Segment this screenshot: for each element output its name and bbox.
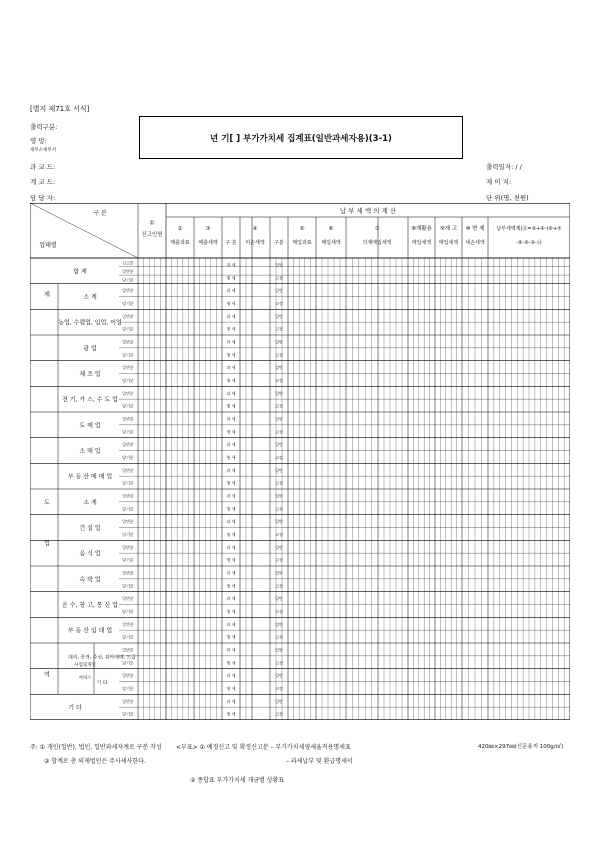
gubun2-cell: 일반: [275, 390, 283, 396]
sub-col-number: ②: [177, 226, 183, 232]
gubun-cell: 영 세: [226, 506, 236, 512]
footer-attach-3: ② 종합표 부가가치세 개금별 상황표: [190, 777, 285, 784]
last-col-label-1: 납부세액계(⑪=③+④-(⑥+⑦: [496, 226, 562, 232]
sub-col-number: ⑧재활용: [411, 226, 432, 232]
sub-col-number: ③: [205, 226, 211, 232]
sub-row-tag: 당기분: [122, 711, 134, 717]
gubun2-cell: 고정: [275, 275, 283, 281]
gubun2-cell: 고정: [275, 326, 283, 332]
row-label: 소 매 업: [79, 448, 101, 455]
sub-row-tag: 일반분: [122, 570, 134, 576]
row-label: 광 업: [83, 345, 97, 353]
sub-row-tag: 당기분: [122, 583, 134, 589]
sub-row-tag: 일반분: [122, 365, 134, 371]
gubun2-cell: 일반: [275, 621, 283, 627]
sub-col-number: ⑩ 변 제: [465, 226, 485, 232]
gubun2-cell: 일반: [275, 442, 283, 448]
sub-row-tag: 당기분: [122, 429, 134, 435]
gubun2-cell: 일반: [275, 288, 283, 294]
sub-row-tag: 일반분: [122, 596, 134, 602]
title-box: [139, 116, 463, 159]
gubun2-cell: 일반: [275, 365, 283, 371]
gubun-cell: 과 세: [226, 519, 236, 525]
col1-number: ①: [149, 219, 155, 227]
sub-row-tag: 일반분: [122, 313, 134, 319]
jurisdiction-label: 계 코 드:: [30, 178, 56, 186]
sub-row-tag: 신고분: [122, 260, 134, 266]
gubun-cell: 영 세: [226, 608, 236, 614]
gubun2-cell: 고정: [275, 403, 283, 409]
sub-col-label: 구분: [274, 240, 284, 246]
gubun2-cell: 고정: [275, 454, 283, 460]
branch-label: 영 망:: [30, 137, 47, 145]
gubun2-cell: 일반: [275, 673, 283, 679]
sub-row-tag: 일반분: [122, 544, 134, 550]
gubun-cell: 영 세: [226, 403, 236, 409]
side-label: 제: [44, 291, 50, 299]
form-number: [별지 제71호 서식]: [30, 105, 90, 113]
gubun-cell: 과 세: [226, 262, 236, 268]
gubun2-cell: 고정: [275, 352, 283, 358]
sub-row-tag: 당기분: [122, 685, 134, 691]
gubun-cell: 과 세: [226, 673, 236, 679]
gubun2-cell: 고정: [275, 531, 283, 537]
sub-col-number: ⑥: [328, 226, 334, 232]
service-label: 사업및개인: [74, 663, 96, 669]
sub-col-label: 매입세액: [438, 240, 459, 246]
sub-row-tag: 일반분: [122, 493, 134, 499]
sub-row-tag: 일반분: [122, 519, 134, 525]
sub-col-label: 구 분: [225, 240, 237, 246]
gubun-cell: 과 세: [226, 544, 236, 550]
gubun2-cell: 일반: [275, 467, 283, 473]
sub-col-label: 매입세액: [411, 240, 432, 246]
gubun2-cell: 일반: [275, 570, 283, 576]
row-label: 부 동 산 임 대 업: [67, 627, 113, 635]
gubun2-cell: 고정: [275, 300, 283, 306]
footer-attach-2: – 과세납부 및 환급명세서: [286, 758, 353, 765]
officer-label: 담 당 자:: [30, 194, 56, 202]
gubun2-cell: 일반: [275, 647, 283, 653]
sub-col-number: ⑤: [299, 226, 305, 232]
print-date-label: 출력일자: / /: [486, 163, 522, 171]
sub-row-tag: 당기분: [122, 634, 134, 640]
tax-code-label: 과 코 드:: [30, 163, 56, 171]
gubun-cell: 영 세: [226, 685, 236, 691]
gubun2-cell: 일반: [275, 262, 283, 268]
gubun2-cell: 일반: [275, 493, 283, 499]
gubun2-cell: 고정: [275, 377, 283, 383]
gubun-cell: 영 세: [226, 583, 236, 589]
gubun2-cell: 고정: [275, 583, 283, 589]
branch-sub-label: 세무소세무서: [30, 148, 57, 153]
gubun-cell: 과 세: [226, 596, 236, 602]
sub-col-label: 대손세액: [465, 240, 485, 246]
gubun-cell: 과 세: [226, 621, 236, 627]
gubun-cell: 영 세: [226, 711, 236, 717]
gubun2-cell: 일반: [275, 596, 283, 602]
sub-col-label: 매출과표: [170, 240, 190, 246]
gubun2-cell: 일반: [275, 416, 283, 422]
service-label: 서비스: [78, 675, 92, 681]
gubun2-cell: 고정: [275, 685, 283, 691]
side-label: 업: [44, 540, 50, 548]
gubun2-cell: 일반: [275, 698, 283, 704]
row-label: 농업, 수렵업, 임업, 어업: [58, 319, 122, 327]
sub-row-tag: 일반분: [122, 698, 134, 704]
row-label: 대리, 중개, 주선, 위탁매매, 도급: [68, 655, 136, 661]
gubun-cell: 영 세: [226, 326, 236, 332]
sub-row-tag: 당기분: [122, 480, 134, 486]
side-label: 도: [44, 499, 50, 507]
gubun2-cell: 고정: [275, 557, 283, 563]
sub-row-tag: 일반분: [122, 416, 134, 422]
corner-top-label: 구 분: [93, 210, 107, 217]
row-label: 운 수, 창 고, 통 신 업: [62, 602, 118, 609]
sub-col-number: ⑨재 고: [439, 226, 458, 232]
gubun-cell: 영 세: [226, 660, 236, 666]
footer-attach-1: <부표> ① 예정신고 및 확정신고분 – 부가가치세영세율적용명세표: [176, 744, 351, 751]
gubun-cell: 과 세: [226, 288, 236, 294]
sub-col-label: 매출세액: [198, 240, 218, 246]
sub-row-tag: 일반분: [122, 621, 134, 627]
sub-row-tag: 당기분: [122, 326, 134, 332]
unit-label: 단 위(명, 천원): [486, 194, 529, 202]
gubun-cell: 과 세: [226, 442, 236, 448]
gubun2-cell: 고정: [275, 429, 283, 435]
row-label: 소 계: [83, 294, 97, 301]
gubun-cell: 과 세: [226, 467, 236, 473]
row-label: 제 조 업: [79, 371, 101, 378]
sub-row-tag: 일반분: [122, 442, 134, 448]
gubun-cell: 영 세: [226, 454, 236, 460]
gubun-cell: 영 세: [226, 377, 236, 383]
row-label: 기 타: [96, 681, 108, 686]
row-label: 부 동 산 매 매 업: [67, 473, 113, 481]
sub-col-label: 미손세액: [245, 240, 265, 246]
footer-note-1: 주: ① 개인(일반), 법인, 일반과세자계로 구분 작성: [30, 744, 162, 751]
row-label: 도 매 업: [79, 422, 101, 430]
gubun2-cell: 일반: [275, 313, 283, 319]
gubun-cell: 영 세: [226, 480, 236, 486]
sub-row-tag: 일반분: [122, 339, 134, 345]
gubun2-cell: 고정: [275, 480, 283, 486]
sub-row-tag: 당기분: [122, 660, 134, 666]
gubun-cell: 과 세: [226, 313, 236, 319]
group-header-label: 납 부 세 액 의 계 산: [339, 207, 397, 215]
gubun-cell: 과 세: [226, 365, 236, 371]
last-col-label-2: -⑧-⑨-⑩-⑭: [516, 240, 542, 246]
side-label: 역: [44, 671, 50, 679]
sub-row-tag: 일반분: [122, 390, 134, 396]
page-title: 년 기[ ] 부가가치세 집계표(일반과세자용)(3-1): [210, 134, 392, 144]
sub-col-number: ④: [252, 226, 258, 232]
gubun-cell: 영 세: [226, 634, 236, 640]
gubun2-cell: 일반: [275, 519, 283, 525]
gubun-cell: 과 세: [226, 339, 236, 345]
gubun-cell: 과 세: [226, 698, 236, 704]
gubun-cell: 과 세: [226, 493, 236, 499]
sub-row-tag: 당기분: [122, 454, 134, 460]
gubun-cell: 영 세: [226, 557, 236, 563]
sub-row-tag: 당기분: [122, 506, 134, 512]
summary-table: [30, 203, 570, 720]
gubun2-cell: 고정: [275, 506, 283, 512]
row-label: 기 타: [68, 704, 82, 712]
footer-paper-size: 420㎜×297㎜(신문용지 100g/㎡): [478, 744, 564, 750]
sub-row-tag: 일반분: [122, 467, 134, 473]
sub-col-label: 매입세액: [321, 240, 341, 246]
gubun2-cell: 일반: [275, 544, 283, 550]
gubun-cell: 영 세: [226, 275, 236, 281]
gubun2-cell: 고정: [275, 608, 283, 614]
gubun2-cell: 고정: [275, 660, 283, 666]
row-label: 음 식 업: [79, 550, 101, 558]
gubun-cell: 영 세: [226, 429, 236, 435]
row-label: 합 계: [73, 268, 87, 276]
sub-row-tag: 당기분: [122, 377, 134, 383]
row-label: 건 설 업: [79, 525, 101, 532]
page-label: 제 이 지:: [486, 178, 512, 186]
sub-row-tag: 당기분: [122, 352, 134, 358]
sub-col-label: 의제매입세액: [362, 240, 392, 246]
submit-type-label: 출력구분:: [30, 123, 58, 131]
gubun2-cell: 고정: [275, 711, 283, 717]
sub-col-label: 매입과표: [292, 240, 312, 246]
gubun-cell: 영 세: [226, 352, 236, 358]
gubun2-cell: 일반: [275, 339, 283, 345]
gubun-cell: 영 세: [226, 300, 236, 306]
sub-col-number: ⑦: [374, 226, 380, 232]
gubun2-cell: 고정: [275, 634, 283, 640]
sub-row-tag: 일반분: [122, 288, 134, 294]
corner-bottom-label: 업태별: [39, 242, 57, 249]
gubun-cell: 과 세: [226, 390, 236, 396]
gubun-cell: 과 세: [226, 647, 236, 653]
row-label: 숙 박 업: [79, 576, 101, 584]
sub-row-tag: 당기분: [122, 557, 134, 563]
row-label: 소 계: [83, 499, 97, 507]
footer-note-2: ② 합계로 총 의제법인은 주사세사한다.: [44, 758, 146, 765]
sub-row-tag: 당기분: [122, 531, 134, 537]
sub-row-tag: 당기분: [122, 403, 134, 409]
gubun-cell: 영 세: [226, 531, 236, 537]
sub-row-tag: 일반분: [122, 268, 134, 274]
row-label: 전 기, 가 스, 수 도 업: [62, 396, 118, 404]
sub-row-tag: 당기분: [122, 608, 134, 614]
sub-row-tag: 당기분: [122, 277, 134, 283]
sub-row-tag: 일반분: [122, 673, 134, 679]
gubun-cell: 과 세: [226, 570, 236, 576]
col1-label: 신고인원: [141, 232, 163, 238]
sub-row-tag: 일반분: [122, 647, 134, 653]
gubun-cell: 과 세: [226, 416, 236, 422]
corner-diagonal: [30, 203, 138, 258]
sub-row-tag: 당기분: [122, 300, 134, 306]
